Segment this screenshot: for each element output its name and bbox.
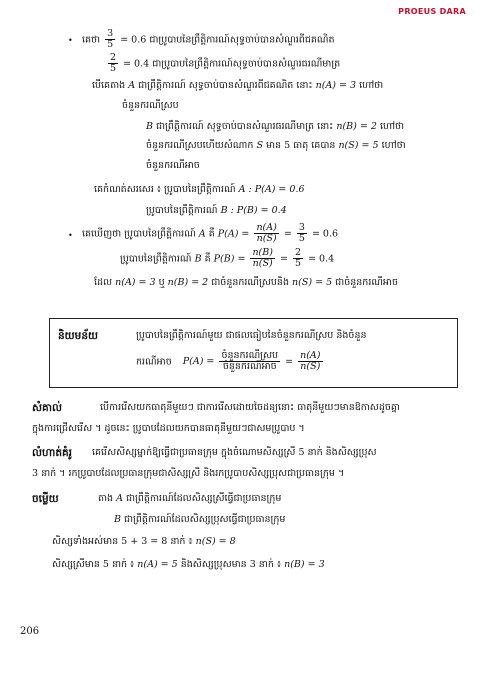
fraction-numerator: 2: [110, 52, 117, 63]
bullet-icon: •: [68, 36, 73, 45]
fraction: [219, 351, 280, 373]
line-7: ចំនួនករណីអាច: [146, 160, 200, 171]
fraction-denominator: 5: [110, 63, 117, 75]
fraction-denominator: n(S): [256, 233, 277, 245]
line-1: [82, 29, 335, 51]
fraction-numerator: ចំនួនករណីស្រប: [221, 350, 279, 361]
text: សិស្សទាំងអស់មាន 5 + 3 = 8 នាក់ ៖: [52, 536, 193, 547]
text: ដែល: [94, 277, 113, 288]
line-1-text: ជាប្រូបាបនៃព្រឹត្តិការណ៍សុទ្ធចាប់បានសំណួរពីជគណិត: [149, 34, 335, 46]
text: ប្រូបាបនៃព្រឹត្តិការណ៍: [120, 253, 192, 265]
fraction-numerator: n(A): [256, 222, 277, 233]
fraction-denominator: 5: [107, 39, 114, 51]
text: ហៅថា: [381, 140, 406, 151]
fraction: [298, 351, 322, 373]
brand-header: PROEUS DARA: [398, 7, 466, 16]
text: មាន 5 ធាតុ គេបាន: [266, 140, 336, 151]
fraction: [250, 248, 275, 270]
line-1-prefix: គេថា: [82, 34, 101, 46]
answer-line-3: [52, 536, 236, 547]
variable: A: [238, 184, 246, 195]
text: ជាព្រឹត្តិការណ៍ សុទ្ធចាប់បានសំណួរធរណីមាត្រ នោះ: [156, 121, 334, 132]
math: : P(B) = 0.4: [230, 205, 287, 216]
text: ជាចំនួនករណីអាច: [335, 277, 399, 288]
fraction: [254, 223, 278, 245]
note-line-1: បើការរើសយកធាតុនីមួយៗ ជាការរើសដោយចៃដន្យនោះ ធាតុនីមួយៗមានឱកាសដូចគ្នា: [100, 402, 400, 413]
text: ហៅថា: [359, 80, 384, 91]
note-title: សំគាល់: [32, 402, 62, 414]
text: ជាព្រឹត្តិការណ៍ដែលសិស្សប្រុសធ្វើជាប្រធានក្រុម: [124, 514, 286, 525]
fraction-numerator: n(A): [300, 350, 321, 361]
bullet-icon: •: [68, 231, 73, 240]
math: P(A) =: [217, 228, 250, 240]
page-number: 206: [20, 626, 40, 637]
result: = 0.6: [311, 228, 339, 240]
math: : P(A) = 0.6: [248, 184, 305, 195]
text: គេកំណត់សរសេរ ៖ ប្រូបាបនៃព្រឹត្តិការណ៍: [94, 184, 236, 195]
fraction-denominator: ចំនួនករណីអាច: [222, 361, 277, 373]
fraction-numerator: 3: [107, 28, 114, 39]
line-2-text: ជាប្រូបាបនៃព្រឹត្តិការណ៍សុទ្ធចាប់បានសំណួរធរណីមាត្រ: [152, 58, 341, 70]
answer-line-1: [98, 493, 281, 504]
math: P(B) =: [213, 253, 246, 265]
text: បើគេតាង: [92, 80, 126, 91]
line-3: [92, 80, 383, 91]
answer-line-2: [114, 514, 285, 525]
variable: A: [116, 493, 123, 504]
line-6: [146, 140, 406, 151]
definition-line-1: ប្រូបាបនៃព្រឹត្តិការណ៍មួយ ជាផលធៀបនៃចំនួនករណីស្រប និងចំនួន: [136, 330, 367, 341]
equals: =: [283, 228, 292, 240]
definition-title: និយមន័យ: [58, 330, 98, 342]
math: n(B) = 2: [167, 277, 209, 288]
line-11: [120, 248, 334, 270]
definition-formula: [136, 351, 325, 373]
fraction: [293, 248, 303, 270]
variable: B: [114, 514, 121, 525]
fraction-numerator: 2: [294, 247, 302, 258]
variable: B: [194, 253, 202, 265]
line-12: [94, 277, 398, 288]
example-line-1: គេរើសសិស្សម្នាក់ឱ្យធ្វើជាប្រធានក្រុម ក្នុងចំណោមសិស្សស្រី 5 នាក់ និងសិស្សប្រុស: [92, 447, 377, 458]
answer-line-4: [52, 559, 325, 570]
equation: = 0.6: [120, 34, 147, 46]
math: n(A) = 3: [315, 80, 357, 91]
line-2: [106, 53, 340, 75]
fraction-denominator: 5: [298, 233, 305, 245]
example-title: លំហាត់គំរូ: [32, 447, 72, 459]
line-4: ចំនួនករណីស្រប: [122, 100, 179, 111]
math: n(S) = 8: [195, 536, 236, 547]
variable: B: [146, 121, 153, 132]
variable: S: [256, 140, 263, 151]
text: និងសិស្សប្រុសមាន 3 នាក់ ៖: [180, 559, 282, 570]
fraction: [108, 53, 118, 75]
answer-title: ចម្លើយ: [32, 493, 59, 505]
equals: =: [285, 356, 294, 368]
text: គឺ: [204, 253, 211, 265]
fraction-denominator: n(S): [252, 258, 273, 270]
text: ហៅថា: [379, 121, 405, 132]
text: ជាព្រឹត្តិការណ៍ដែលសិស្សស្រីធ្វើជាប្រធានក្រុម: [126, 493, 282, 504]
fraction: [297, 223, 307, 245]
math: n(S) = 5: [338, 140, 379, 151]
line-9: [146, 205, 287, 216]
equals: =: [279, 253, 288, 265]
text: ចំនួនករណីស្របហើយសំណាក: [146, 140, 254, 151]
math: n(A) = 5: [137, 559, 178, 570]
text: គឺ: [208, 228, 215, 240]
text: ឬ: [158, 277, 165, 288]
fraction-denominator: n(S): [300, 361, 321, 373]
variable: B: [220, 205, 228, 216]
line-5: [146, 121, 404, 132]
text: ជាព្រឹត្តិការណ៍ សុទ្ធចាប់បានសំណួរពីជគណិត នោះ: [138, 80, 313, 91]
fraction-numerator: n(B): [252, 247, 273, 258]
text: ជាចំនួនករណីស្របនិង: [211, 277, 289, 288]
definition-line-2: ករណីអាច: [136, 356, 172, 368]
variable: A: [198, 228, 206, 240]
equation: = 0.4: [123, 58, 150, 70]
fraction-numerator: 3: [298, 222, 305, 233]
text: សិស្សស្រីមាន 5 នាក់ ៖: [52, 559, 135, 570]
line-8: [94, 184, 305, 195]
example-line-2: 3 នាក់ ។ រកប្រូបាបដែលប្រធានក្រុមជាសិស្សស្រី និងរកប្រូបាបសិស្សប្រុសជាប្រធានក្រុម ។: [32, 468, 345, 479]
math: n(A) = 3: [115, 277, 156, 288]
text: ប្រូបាបនៃព្រឹត្តិការណ៍: [146, 205, 218, 216]
line-10: [82, 223, 338, 245]
text: តាង: [98, 493, 114, 504]
fraction: [105, 29, 115, 51]
variable: A: [128, 80, 136, 91]
math: n(B) = 3: [284, 559, 325, 570]
note-line-2: ក្នុងការជ្រើសរើស ។ ដូចនេះ ប្រូបាបដែលយកបានធាតុនីមួយៗជាសមប្រូបាប ។: [32, 423, 305, 434]
fraction-denominator: 5: [294, 258, 302, 270]
math: P(A) =: [182, 356, 215, 368]
result: = 0.4: [308, 253, 335, 265]
math: n(B) = 2: [336, 121, 377, 132]
text: គេឃើញថា ប្រូបាបនៃព្រឹត្តិការណ៍: [82, 228, 196, 240]
math: n(S) = 5: [292, 277, 333, 288]
